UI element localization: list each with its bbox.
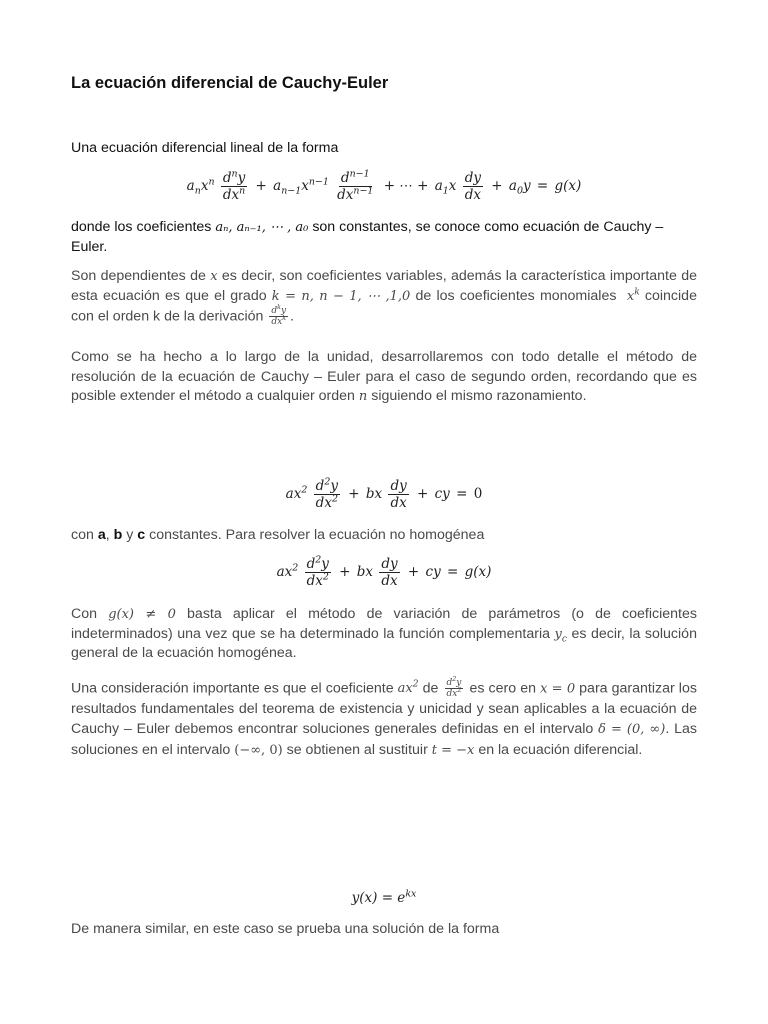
variation-paragraph: Con g(x) ≠ 0 basta aplicar el método de variación de parámetros (o de coeficientes indeterminados) una vez que se ha determinado la función complementaria $y_c$ es decir, la solución general de la ecuación homogénea. <box>71 606 697 661</box>
intro-paragraph: Una ecuación diferencial lineal de la forma <box>71 140 339 156</box>
coefficients-paragraph: donde los coeficientes aₙ, aₙ₋₁, ⋯ , a₀ son constantes, se conoce como ecuación de Cauchy – Euler. <box>71 219 664 255</box>
closing-paragraph: De manera similar, en este caso se prueba una solución de la forma <box>71 921 500 937</box>
homogeneous-equation: $ax^2$ $\frac{d^2y}{dx^2}$ + bx $\frac{dy}{dx}$ + cy = 0 <box>285 476 483 511</box>
constants-paragraph: con a, b y c constantes. Para resolver la ecuación no homogénea <box>71 527 485 543</box>
dependent-paragraph: Son dependientes de x es decir, son coeficientes variables, además la característica importante de esta ecuación es que el grado k = n, n − 1, ⋯ ,1,0 de los coeficientes monomiales $x^k$ coincide con el orden k de la derivación $\frac{d^ky}{dx^k}$ . <box>71 268 698 327</box>
nonhomogeneous-equation: $ax^2$ $\frac{d^2y}{dx^2}$ + bx $\frac{dy}{dx}$ + cy = g(x) <box>276 554 492 589</box>
exponential-equation: $y(x) = e^{kx}$ <box>351 888 417 906</box>
general-equation: $a_nx^n$ $\frac{d^ny}{dx^n}$ + $a_{n-1}x^{n-1}$ $\frac{d^{n-1}}{dx^{n-1}}$ + ⋯ + $a_1x$ $\frac{dy}{dx}$ + $a_0y = g(x)$ <box>186 168 582 203</box>
consideration-paragraph: Una consideración importante es que el coeficiente $ax^2$ de $\frac{d^2y}{dx^2}$ es cero en x = 0 para garantizar los resultados fundamentales del teorema de existencia y unicidad y sean aplicables a la ecuación de Cauchy – Euler debemos encontrar soluciones generales definidas en el intervalo δ = (0, ∞). Las soluciones en el intervalo (−∞, 0) se obtienen al sustituir t = −x en la ecuación diferencial. <box>71 676 697 759</box>
coefficients-expr: aₙ, aₙ₋₁, ⋯ , a₀ <box>215 220 309 235</box>
page-title: La ecuación diferencial de Cauchy-Euler <box>71 74 389 92</box>
method-paragraph: Como se ha hecho a lo largo de la unidad, desarrollaremos con todo detalle el método de resolución de la ecuación de Cauchy – Euler para el caso de segundo orden, recordando que es posible extender el método a cualquier orden n siguiendo el mismo razonamiento. <box>71 349 697 404</box>
